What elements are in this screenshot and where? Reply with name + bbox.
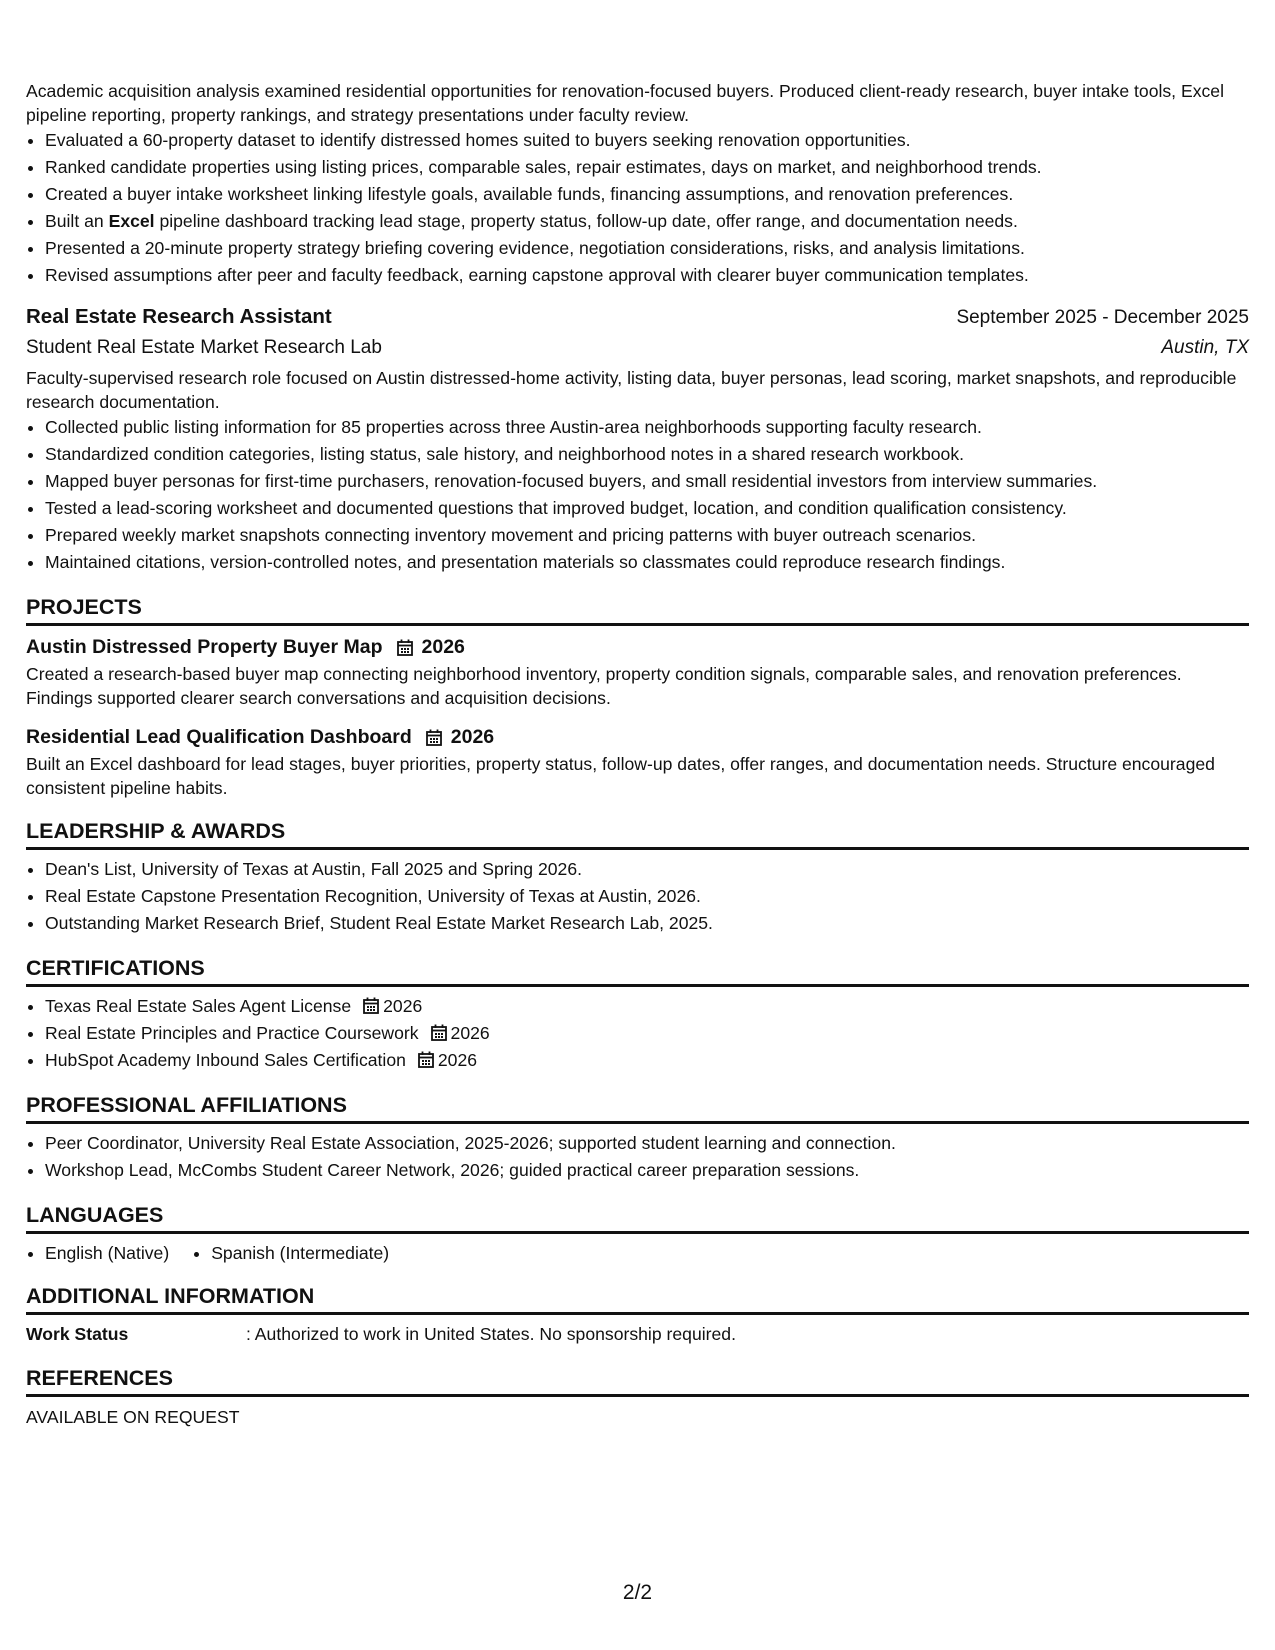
certifications-list	[26, 993, 1249, 1074]
project-title: Austin Distressed Property Buyer Map	[26, 636, 383, 658]
role-org-row	[26, 334, 1249, 362]
certification-year: 2026	[437, 1050, 478, 1070]
list-item: • Evaluated a 60-property dataset to identify distressed homes suited to buyers seeking renovation opportunities.	[45, 127, 1249, 154]
role-summary: Faculty-supervised research role focused on Austin distressed-home activity, listing data, buyer personas, lead scoring, market snapshots, and reproducible research documentation.	[26, 368, 1237, 412]
role-dates: September 2025 - December 2025	[956, 307, 1249, 328]
calendar-icon	[418, 1051, 434, 1068]
list-item	[45, 993, 1249, 1020]
leadership-list	[26, 856, 1249, 937]
list-item	[45, 1020, 1249, 1047]
list-item	[45, 1047, 1249, 1074]
calendar-icon	[397, 639, 413, 656]
list-item: • Built an Excel pipeline dashboard tracking lead stage, property status, follow-up date, offer range, and documentation needs.	[45, 208, 1249, 235]
section-heading-additional: ADDITIONAL INFORMATION	[26, 1281, 1249, 1315]
list-item: • Prepared weekly market snapshots connecting inventory movement and pricing patterns with buyer outreach scenarios.	[45, 522, 1249, 549]
list-item: • Presented a 20-minute property strategy briefing covering evidence, negotiation considerations, risks, and analysis limitations.	[45, 235, 1249, 262]
list-item: • Created a buyer intake worksheet linking lifestyle goals, available funds, financing assumptions, and renovation preferences.	[45, 181, 1249, 208]
page-number: 2/2	[622, 1581, 653, 1604]
project-year: 2026	[450, 726, 495, 748]
section-heading-leadership: LEADERSHIP & AWARDS	[26, 816, 1249, 850]
list-item: • Tested a lead-scoring worksheet and documented questions that improved budget, location, and condition qualification consistency.	[45, 495, 1249, 522]
list-item: • Real Estate Capstone Presentation Recognition, University of Texas at Austin, 2026.	[45, 883, 1249, 910]
section-heading-affiliations: PROFESSIONAL AFFILIATIONS	[26, 1090, 1249, 1124]
certification-year: 2026	[450, 1023, 490, 1043]
list-item: • Standardized condition categories, listing status, sale history, and neighborhood notes in a shared research workbook.	[45, 441, 1249, 468]
list-item: • English (Native)	[45, 1240, 169, 1267]
languages-list	[26, 1240, 1249, 1267]
section-heading-languages: LANGUAGES	[26, 1200, 1249, 1234]
project-description: Created a research-based buyer map connecting neighborhood inventory, property condition signals, comparable sales, and renovation preferences. Findings supported clearer search conversations and acquisition decisions.	[26, 664, 1182, 708]
list-item: • Dean's List, University of Texas at Austin, Fall 2025 and Spring 2026.	[45, 856, 1249, 883]
calendar-icon	[431, 1024, 447, 1041]
experience-summary: Academic acquisition analysis examined residential opportunities for renovation-focused buyers. Produced client-ready research, buyer intake tools, Excel pipeline reporting, property rankings, and strategy presentations under faculty review.	[26, 81, 1224, 125]
certification-name: Texas Real Estate Sales Agent License	[45, 996, 352, 1016]
organization-name: Student Real Estate Market Research Lab	[26, 337, 382, 358]
project-year: 2026	[421, 636, 465, 658]
list-item: • Maintained citations, version-controlled notes, and presentation materials so classmates could reproduce research findings.	[45, 549, 1249, 576]
section-heading-certifications: CERTIFICATIONS	[26, 953, 1249, 987]
project-title-row	[26, 722, 1249, 752]
project-title-row	[26, 632, 1249, 662]
list-item: • Revised assumptions after peer and faculty feedback, earning capstone approval with clearer buyer communication templates.	[45, 262, 1249, 289]
work-status-label: Work Status	[26, 1324, 129, 1344]
affiliations-list	[26, 1130, 1249, 1184]
references-text: AVAILABLE ON REQUEST	[26, 1407, 240, 1427]
experience-bullets	[26, 127, 1249, 289]
list-item: • Workshop Lead, McCombs Student Career Network, 2026; guided practical career preparation sessions.	[45, 1157, 1249, 1184]
role-bullets	[26, 414, 1249, 576]
certification-name: Real Estate Principles and Practice Coursework	[45, 1023, 419, 1043]
calendar-icon	[426, 729, 442, 746]
list-item: • Collected public listing information for 85 properties across three Austin-area neighborhoods supporting faculty research.	[45, 414, 1249, 441]
bold-keyword: Excel	[108, 211, 155, 231]
project-description: Built an Excel dashboard for lead stages, buyer priorities, property status, follow-up dates, offer ranges, and documentation needs. Structure encouraged consistent pipeline habits.	[26, 754, 1215, 798]
section-heading-projects: PROJECTS	[26, 592, 1249, 626]
role-title: Real Estate Research Assistant	[26, 305, 332, 328]
list-item: • Ranked candidate properties using listing prices, comparable sales, repair estimates, days on market, and neighborhood trends.	[45, 154, 1249, 181]
role-header	[26, 301, 1249, 334]
project-title: Residential Lead Qualification Dashboard	[26, 726, 412, 748]
organization-location: Austin, TX	[1161, 337, 1249, 358]
work-status-value: : Authorized to work in United States. No sponsorship required.	[246, 1324, 736, 1344]
list-item: • Peer Coordinator, University Real Estate Association, 2025-2026; supported student learning and connection.	[45, 1130, 1249, 1157]
list-item: • Mapped buyer personas for first-time purchasers, renovation-focused buyers, and small residential investors from interview summaries.	[45, 468, 1249, 495]
list-item: • Spanish (Intermediate)	[211, 1240, 389, 1267]
list-item: • Outstanding Market Research Brief, Student Real Estate Market Research Lab, 2025.	[45, 910, 1249, 937]
calendar-icon	[363, 997, 379, 1014]
certification-name: HubSpot Academy Inbound Sales Certification	[45, 1050, 406, 1070]
section-heading-references: REFERENCES	[26, 1363, 1249, 1397]
certification-year: 2026	[383, 996, 423, 1016]
work-status-row	[26, 1321, 1249, 1347]
